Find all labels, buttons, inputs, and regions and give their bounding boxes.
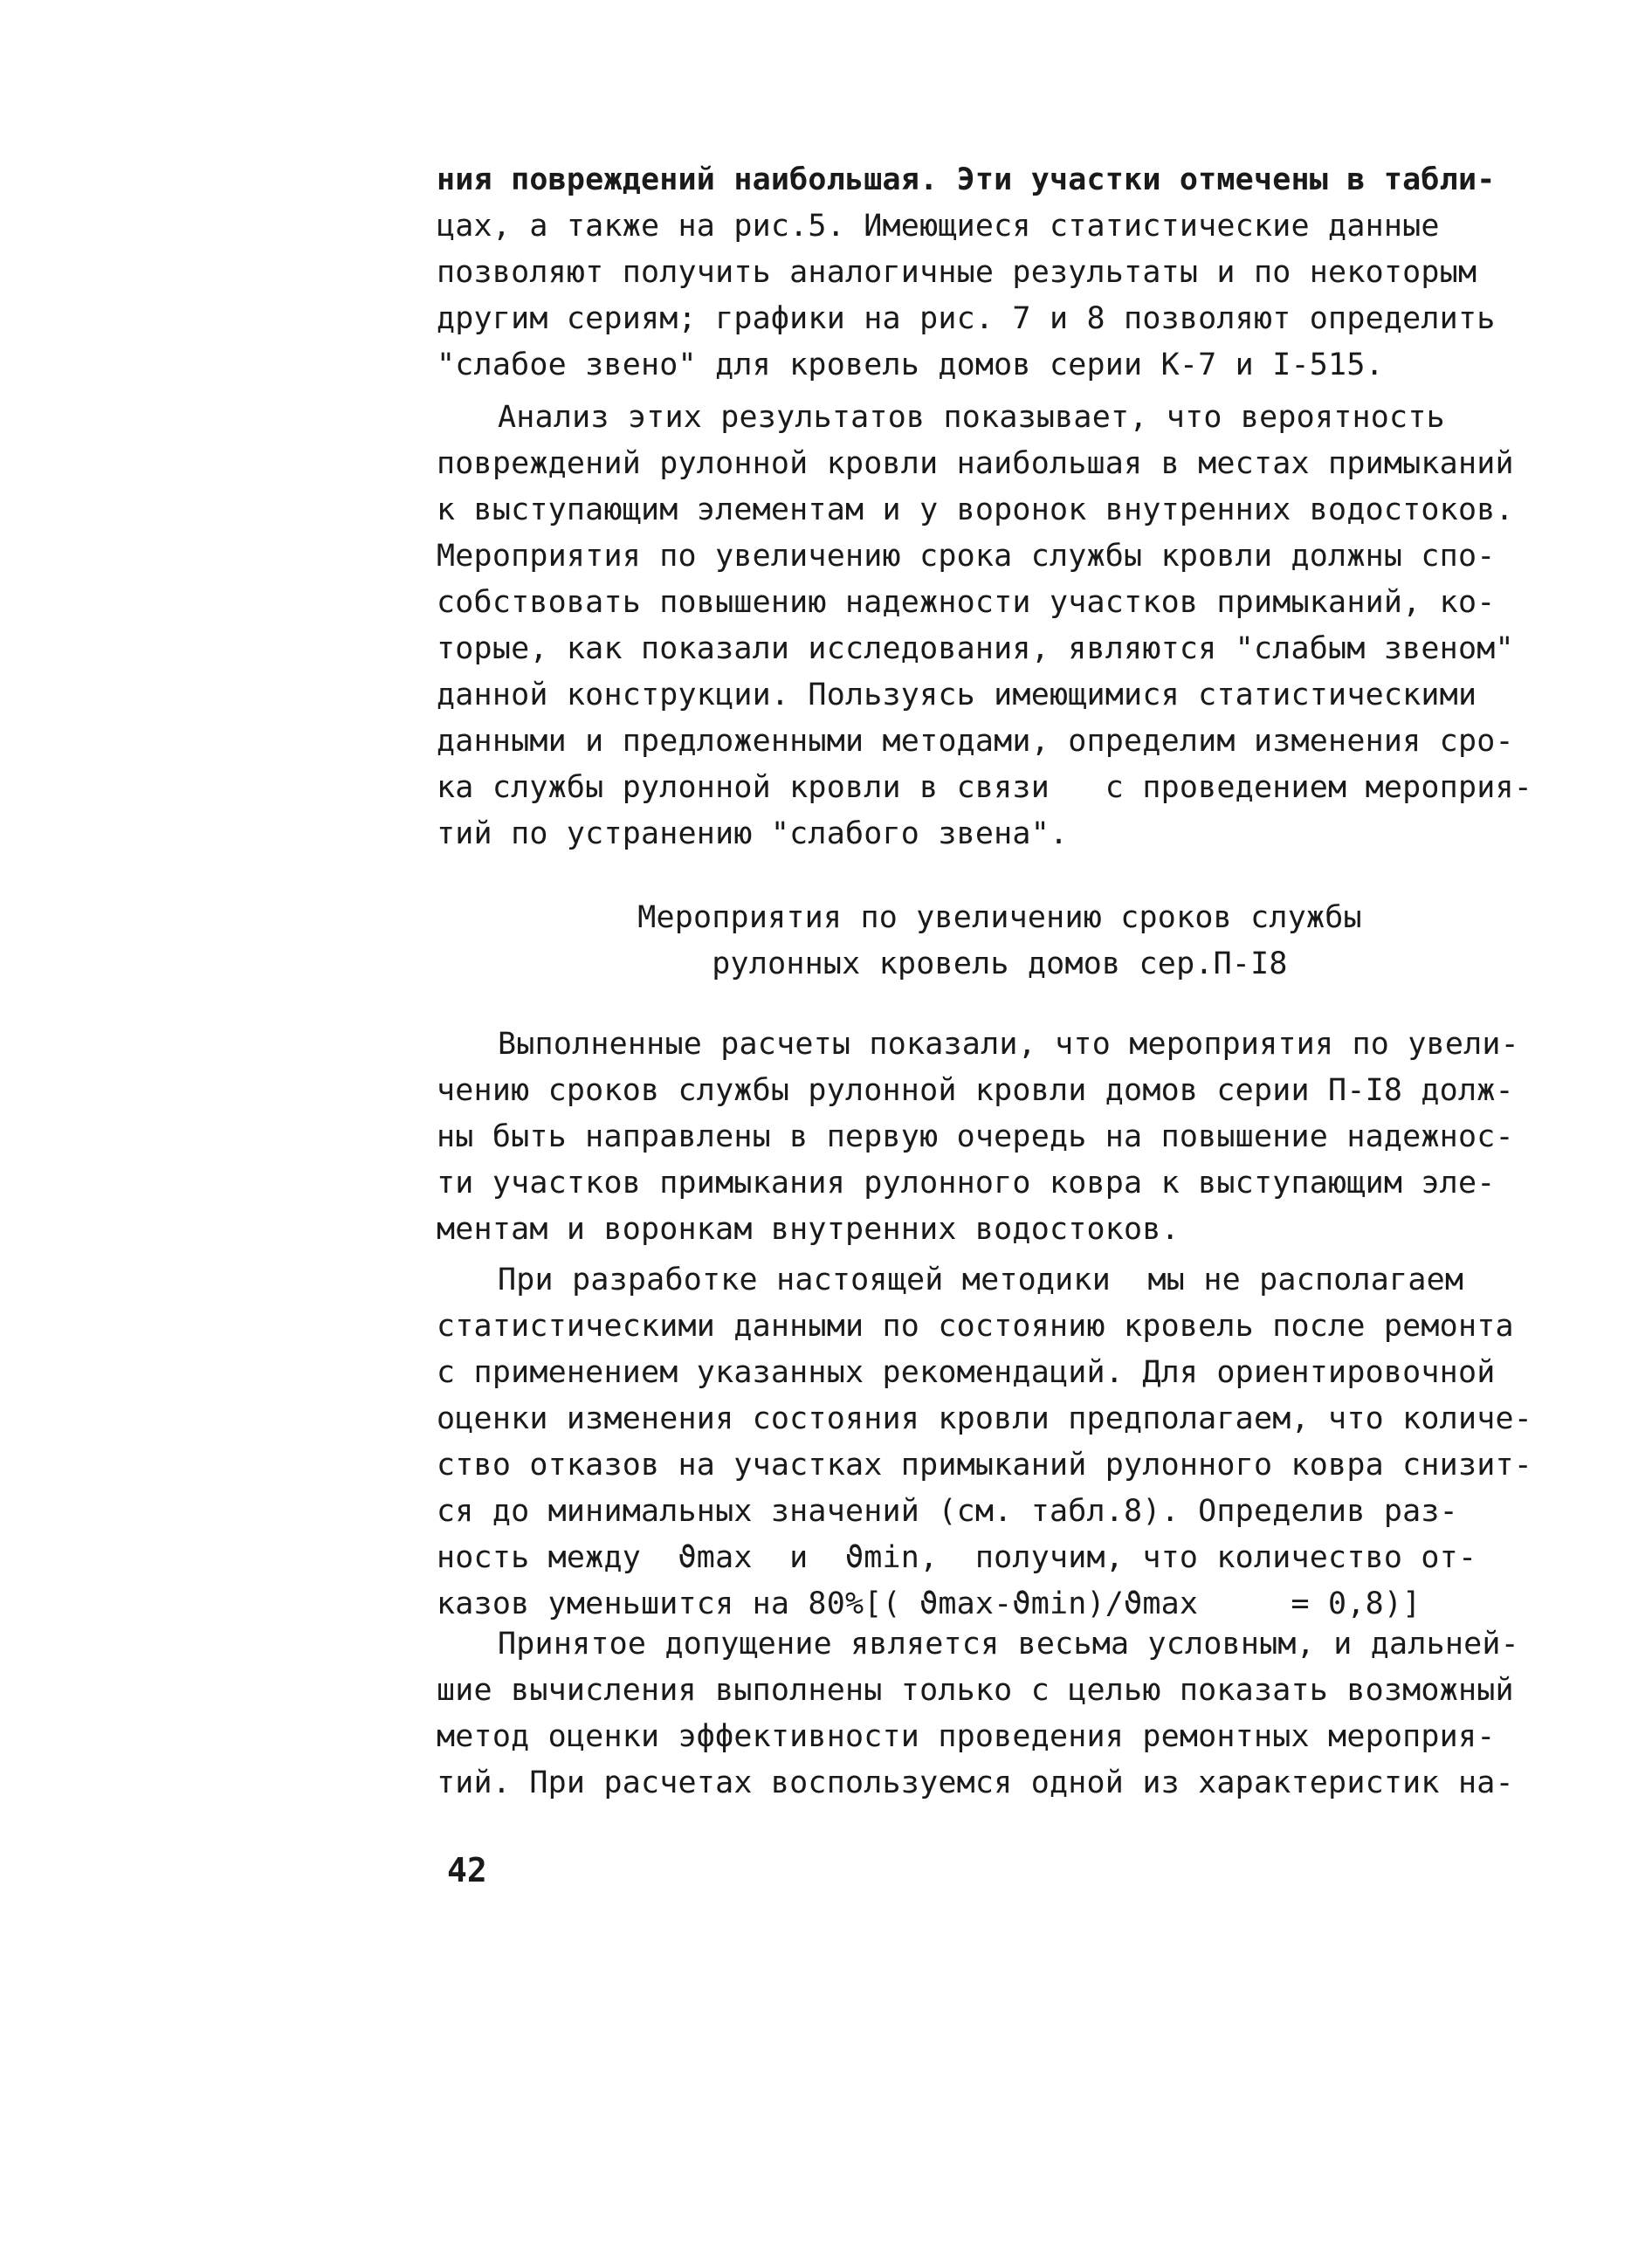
text-line: При разработке настоящей методики мы не располагаем: [498, 1263, 1464, 1297]
heading-line: Мероприятия по увеличению сроков службы: [637, 900, 1362, 935]
text-line: метод оценки эффективности проведения ремонтных мероприя-: [437, 1719, 1496, 1754]
text-line: чению сроков службы рулонной кровли домов серии П-I8 долж-: [437, 1073, 1514, 1108]
text-line: ство отказов на участках примыканий рулонного ковра снизит-: [437, 1448, 1533, 1483]
text-line: торые, как показали исследования, являются "слабым звеном": [437, 631, 1514, 666]
text-line: Анализ этих результатов показывает, что вероятность: [498, 400, 1445, 435]
text-line: другим сериям; графики на рис. 7 и 8 позволяют определить: [437, 301, 1496, 336]
text-line: позволяют получить аналогичные результаты и по некоторым: [437, 255, 1477, 290]
section-heading: [437, 895, 1563, 987]
text-line: Выполненные расчеты показали, что мероприятия по увели-: [498, 1027, 1519, 1062]
text-line: повреждений рулонной кровли наибольшая в местах примыканий: [437, 446, 1514, 481]
text-line: данными и предложенными методами, определим изменения сро-: [437, 724, 1514, 759]
text-line: ментам и воронкам внутренних водостоков.: [437, 1212, 1180, 1247]
text-line: собствовать повышению надежности участков примыканий, ко-: [437, 585, 1496, 620]
text-line: ти участков примыкания рулонного ковра к выступающим эле-: [437, 1166, 1496, 1201]
page-number: 42: [447, 1851, 487, 1889]
paragraph-continuation: [437, 157, 1563, 389]
text-line: ность между ϑmax и ϑmin, получим, что количество от-: [437, 1540, 1477, 1575]
text-line: тий. При расчетах воспользуемся одной из характеристик на-: [437, 1765, 1514, 1800]
text-line: цах, а также на рис.5. Имеющиеся статистические данные: [437, 209, 1440, 244]
text-line: шие вычисления выполнены только с целью показать возможный: [437, 1673, 1514, 1708]
heading-line: рулонных кровель домов сер.П-I8: [712, 946, 1288, 981]
text-line: данной конструкции. Пользуясь имеющимися статистическими: [437, 678, 1477, 712]
text-line: Принятое допущение является весьма условным, и дальней-: [498, 1627, 1519, 1662]
text-line: ны быть направлены в первую очередь на повышение надежнос-: [437, 1119, 1514, 1154]
text-line: Мероприятия по увеличению срока службы кровли должны спо-: [437, 539, 1496, 574]
text-line: к выступающим элементам и у воронок внутренних водостоков.: [437, 492, 1514, 527]
text-line: оценки изменения состояния кровли предполагаем, что количе-: [437, 1401, 1533, 1436]
text-line: с применением указанных рекомендаций. Для ориентировочной: [437, 1355, 1496, 1390]
paragraph-assumption: [437, 1621, 1563, 1806]
text-line: "слабое звено" для кровель домов серии К-7 и I-515.: [437, 348, 1384, 382]
paragraph-methodology: [437, 1257, 1563, 1627]
text-line: ка службы рулонной кровли в связи с проведением мероприя-: [437, 770, 1533, 805]
formula-line: казов уменьшится на 80%[( ϑmax-ϑmin)/ϑmax = 0,8)]: [437, 1586, 1421, 1621]
paragraph-analysis: [437, 395, 1563, 857]
text-line: статистическими данными по состоянию кровель после ремонта: [437, 1309, 1514, 1344]
text-line: ния повреждений наибольшая. Эти участки отмечены в табли-: [437, 162, 1496, 197]
text-line: тий по устранению "слабого звена".: [437, 816, 1069, 851]
paragraph-results: [437, 1022, 1563, 1253]
text-line: ся до минимальных значений (см. табл.8). Определив раз-: [437, 1494, 1458, 1529]
